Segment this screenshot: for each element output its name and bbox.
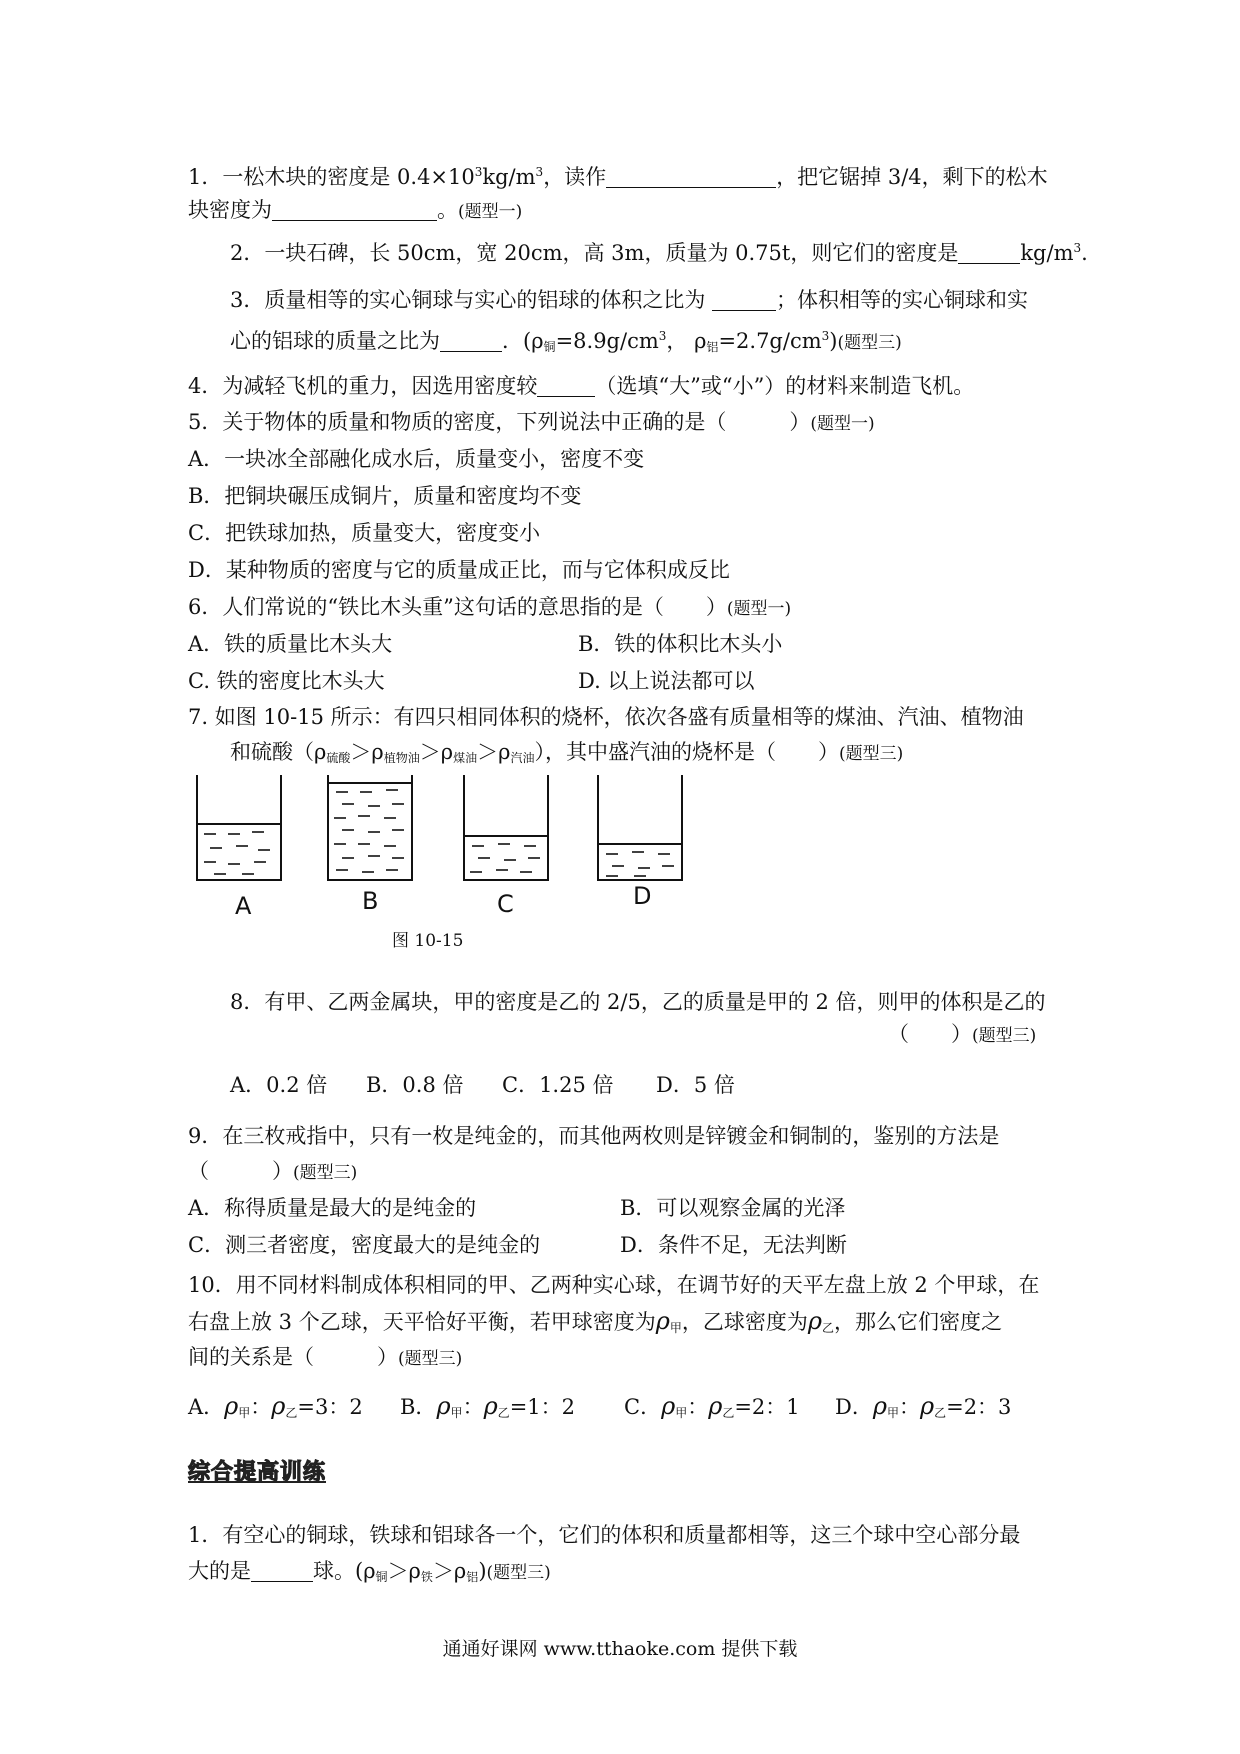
q5-option-b[interactable]: B．把铜块碾压成铜片，质量和密度均不变 bbox=[188, 484, 582, 508]
q9-option-a[interactable]: A．称得质量是最大的是纯金的 bbox=[188, 1196, 477, 1220]
q9-line2: （ ）(题型三) bbox=[188, 1159, 358, 1183]
s1-line2: 大的是 球。$(\rho_铜>\rho_铁>\rho_铝)$(题型三) bbox=[188, 1559, 551, 1584]
q7-line2: 和硫酸$(\rho_{硫酸}>\rho_{植物油}>\rho_{煤油}>\rho_{汽油})$，其中盛汽油的烧杯是（ ）(题型三) bbox=[230, 740, 904, 765]
q10-option-c[interactable]: C．$\rho_甲$：$\rho_乙=2$：1 bbox=[624, 1392, 800, 1420]
beaker-label-c: C bbox=[497, 890, 514, 918]
answer-blank[interactable] bbox=[712, 290, 776, 311]
q8-option-a[interactable]: A．0.2 倍 bbox=[230, 1073, 328, 1097]
q1-line2: 块密度为 。(题型一) bbox=[188, 198, 523, 222]
section-heading: 综合提高训练 bbox=[188, 1460, 327, 1485]
q6-option-a[interactable]: A．铁的质量比木头大 bbox=[188, 632, 393, 656]
beaker-b bbox=[328, 775, 412, 880]
beaker-d bbox=[598, 775, 682, 880]
q6-stem: 6．人们常说的“铁比木头重”这句话的意思指的是（ ）(题型一) bbox=[188, 595, 792, 619]
q6-option-d[interactable]: D. 以上说法都可以 bbox=[578, 669, 755, 693]
beaker-c bbox=[464, 775, 548, 880]
q8-option-c[interactable]: C．1.25 倍 bbox=[502, 1073, 614, 1097]
answer-blank[interactable] bbox=[440, 331, 502, 352]
beaker-a bbox=[197, 775, 281, 880]
q9-option-b[interactable]: B．可以观察金属的光泽 bbox=[620, 1196, 846, 1220]
q3-line2: 心的铝球的质量之比为 ．($\rho_铜=8.9g/cm^3$， $\rho_铝=2.7g/cm^3$)(题型三) bbox=[230, 329, 902, 354]
figure-caption: 图 10-15 bbox=[392, 931, 464, 951]
page-footer: 通通好课网 www.tthaoke.com 提供下载 bbox=[442, 1638, 798, 1660]
q9-line1: 9．在三枚戒指中，只有一枚是纯金的，而其他两枚则是锌镀金和铜制的，鉴别的方法是 bbox=[188, 1124, 1000, 1148]
answer-blank[interactable] bbox=[537, 376, 595, 397]
q8-option-d[interactable]: D．5 倍 bbox=[656, 1073, 735, 1097]
q3-line1: 3．质量相等的实心铜球与实心的铝球的体积之比为 ；体积相等的实心铜球和实 bbox=[230, 288, 1029, 312]
q6-option-b[interactable]: B．铁的体积比木头小 bbox=[578, 632, 783, 656]
q8-line2: （ ）(题型三) bbox=[888, 1022, 1037, 1046]
s1-line1: 1．有空心的铜球，铁球和铝球各一个，它们的体积和质量都相等，这三个球中空心部分最 bbox=[188, 1523, 1021, 1547]
q6-option-c[interactable]: C. 铁的密度比木头大 bbox=[188, 669, 385, 693]
q10-option-d[interactable]: D．$\rho_甲$：$\rho_乙=2$：3 bbox=[835, 1392, 1012, 1420]
beaker-label-d: D bbox=[633, 882, 652, 910]
q10-line3: 间的关系是（ ）(题型三) bbox=[188, 1345, 463, 1369]
answer-blank[interactable] bbox=[958, 243, 1020, 264]
q4-line: 4．为减轻飞机的重力，因选用密度较 （选填“大”或“小”）的材料来制造飞机。 bbox=[188, 374, 975, 398]
q10-option-b[interactable]: B．$\rho_甲$：$\rho_乙=1$：2 bbox=[400, 1392, 576, 1420]
q10-line1: 10．用不同材料制成体积相同的甲、乙两种实心球，在调节好的天平左盘上放 2 个甲球，在 bbox=[188, 1273, 1040, 1297]
q5-option-c[interactable]: C．把铁球加热，质量变大，密度变小 bbox=[188, 521, 541, 545]
q7-line1: 7. 如图 10-15 所示：有四只相同体积的烧杯，依次各盛有质量相等的煤油、汽油、植物油 bbox=[188, 705, 1024, 729]
q8-line1: 8．有甲、乙两金属块，甲的密度是乙的 2/5，乙的质量是甲的 2 倍，则甲的体积是乙的 bbox=[230, 990, 1046, 1014]
answer-blank[interactable] bbox=[251, 1561, 313, 1582]
q10-option-a[interactable]: A．$\rho_甲$：$\rho_乙=3$：2 bbox=[188, 1392, 363, 1420]
q10-line2: 右盘上放 3 个乙球，天平恰好平衡，若甲球密度为$\rho_甲$，乙球密度为$\rho_乙$，那么它们密度之 bbox=[188, 1307, 1002, 1335]
q8-option-b[interactable]: B．0.8 倍 bbox=[366, 1073, 464, 1097]
q5-stem: 5．关于物体的质量和物质的密度，下列说法中正确的是（ ）(题型一) bbox=[188, 410, 875, 434]
beaker-label-b: B bbox=[362, 887, 379, 915]
q2-line: 2．一块石碑，长 50cm，宽 20cm，高 3m，质量为 0.75t，则它们的密度是 $kg/m^3$. bbox=[230, 241, 1088, 265]
q5-option-a[interactable]: A．一块冰全部融化成水后，质量变小，密度不变 bbox=[188, 447, 645, 471]
q1-line1: 1．一松木块的密度是 $0.4\times 10^3kg/m^3$，读作 ，把它锯掉 3/4，剩下的松木 bbox=[188, 165, 1048, 189]
answer-blank[interactable] bbox=[272, 200, 437, 221]
q9-option-d[interactable]: D．条件不足，无法判断 bbox=[620, 1233, 847, 1257]
q5-option-d[interactable]: D．某种物质的密度与它的质量成正比，而与它体积成反比 bbox=[188, 558, 730, 582]
beaker-label-a: A bbox=[235, 892, 252, 920]
q9-option-c[interactable]: C．测三者密度，密度最大的是纯金的 bbox=[188, 1233, 541, 1257]
answer-blank[interactable] bbox=[606, 167, 776, 188]
